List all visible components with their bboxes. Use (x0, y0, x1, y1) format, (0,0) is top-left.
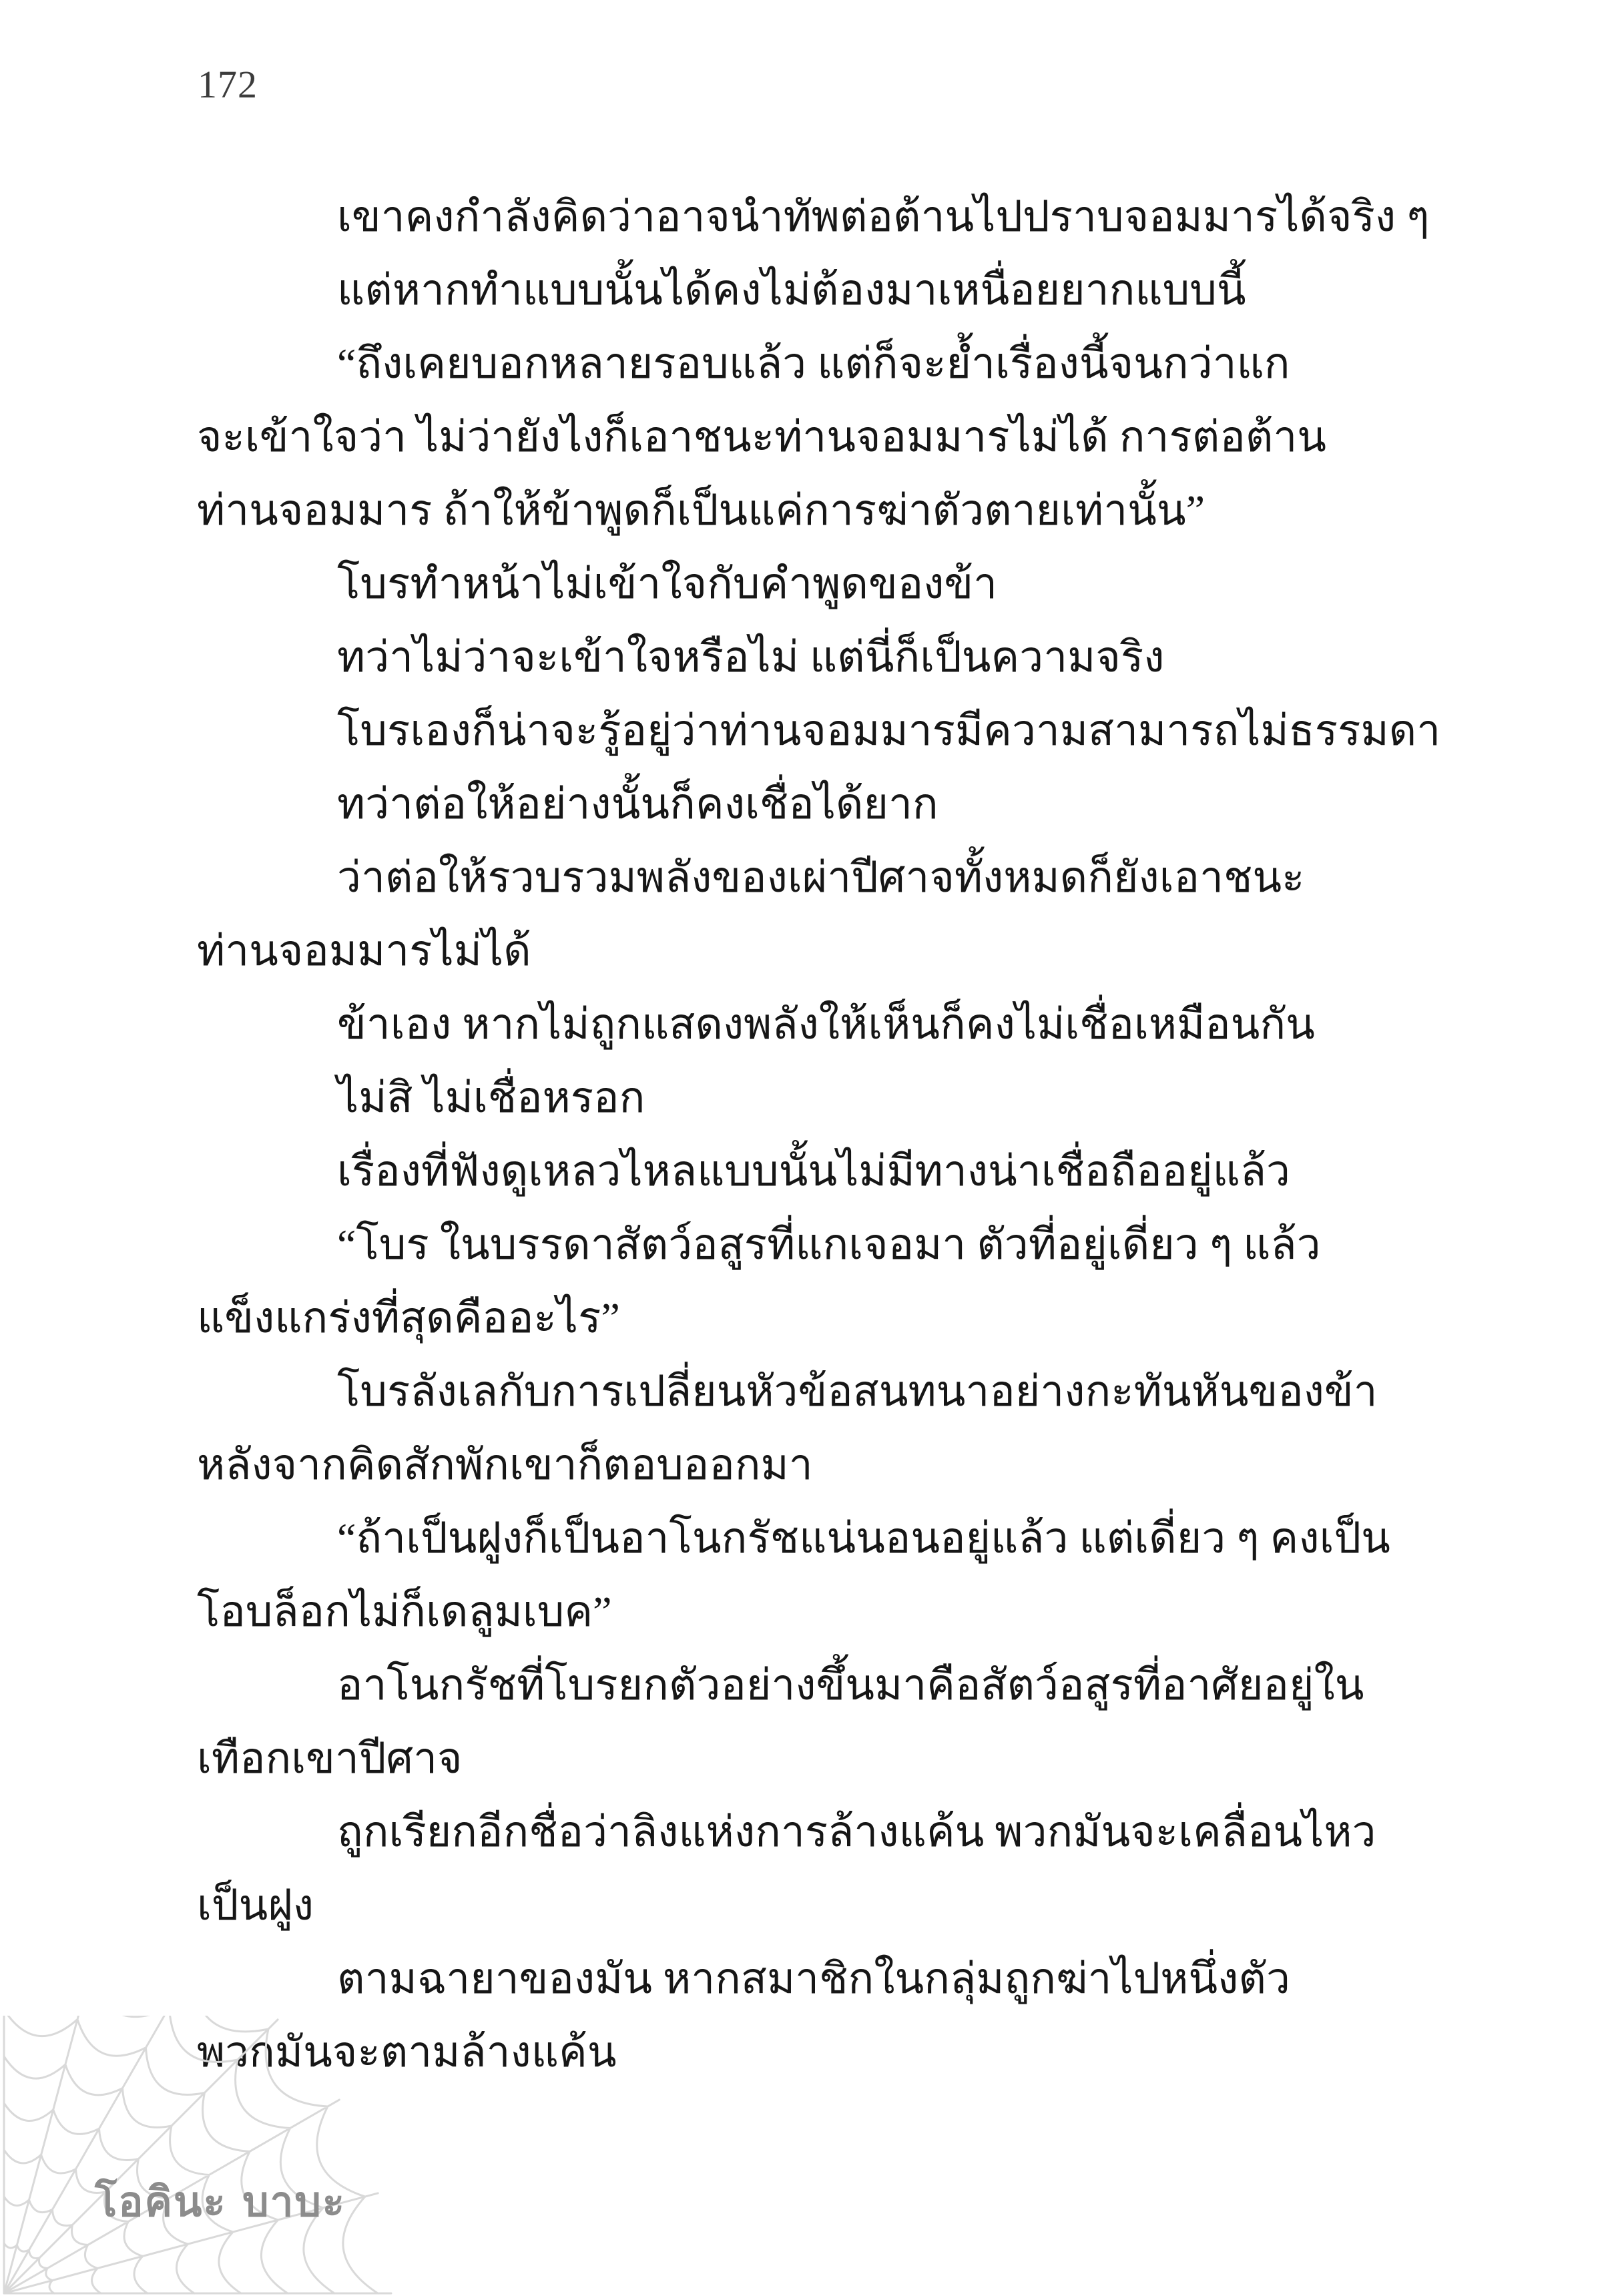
text-line: แต่หากทำแบบนั้นได้คงไม่ต้องมาเหนื่อยยากแบบนี้ (337, 266, 1246, 314)
text-line: หลังจากคิดสักพักเขาก็ตอบออกมา (197, 1441, 813, 1488)
text-line: ไม่สิ ไม่เชื่อหรอก (337, 1074, 645, 1121)
page-number: 172 (198, 63, 258, 106)
text-line: เรื่องที่ฟังดูเหลวไหลแบบนั้นไม่มีทางน่าเชื่อถืออยู่แล้ว (337, 1147, 1290, 1195)
text-line: ท่านจอมมาร ถ้าให้ข้าพูดก็เป็นแค่การฆ่าตัวตายเท่านั้น” (197, 487, 1205, 534)
text-line: ถูกเรียกอีกชื่อว่าลิงแห่งการล้างแค้น พวกมันจะเคลื่อนไหว (337, 1808, 1376, 1855)
text-line: จะเข้าใจว่า ไม่ว่ายังไงก็เอาชนะท่านจอมมารไม่ได้ การต่อต้าน (197, 413, 1326, 461)
text-line: พวกมันจะตามล้างแค้น (197, 2028, 617, 2076)
text-line: ตามฉายาของมัน หากสมาชิกในกลุ่มถูกฆ่าไปหนึ่งตัว (337, 1955, 1290, 2002)
text-line: ว่าต่อให้รวบรวมพลังของเผ่าปีศาจทั้งหมดก็ยังเอาชนะ (337, 854, 1305, 901)
text-line: เป็นฝูง (197, 1882, 314, 1929)
author-signature: โอคินะ บาบะ (95, 2177, 346, 2226)
text-line: โบรทำหน้าไม่เข้าใจกับคำพูดของข้า (337, 560, 998, 607)
text-line: โบรลังเลกับการเปลี่ยนหัวข้อสนทนาอย่างกะทันหันของข้า (337, 1368, 1378, 1415)
text-line: “โบร ในบรรดาสัตว์อสูรที่แกเจอมา ตัวที่อยู่เดี่ยว ๆ แล้ว (337, 1221, 1321, 1268)
text-line: อาโนกรัชที่โบรยกตัวอย่างขึ้นมาคือสัตว์อสูรที่อาศัยอยู่ใน (337, 1661, 1364, 1709)
text-line: แข็งแกร่งที่สุดคืออะไร” (197, 1294, 620, 1342)
text-line: “ถึงเคยบอกหลายรอบแล้ว แต่ก็จะย้ำเรื่องนี้จนกว่าแก (337, 340, 1290, 387)
body-text (197, 180, 1441, 2089)
text-line: “ถ้าเป็นฝูงก็เป็นอาโนกรัชแน่นอนอยู่แล้ว แต่เดี่ยว ๆ คงเป็น (337, 1514, 1390, 1562)
text-line: ท่านจอมมารไม่ได้ (197, 927, 531, 974)
text-line: เทือกเขาปีศาจ (197, 1735, 463, 1782)
text-line: ทว่าต่อให้อย่างนั้นก็คงเชื่อได้ยาก (337, 780, 938, 828)
text-line: ทว่าไม่ว่าจะเข้าใจหรือไม่ แต่นี่ก็เป็นความจริง (337, 633, 1165, 681)
text-line: ข้าเอง หากไม่ถูกแสดงพลังให้เห็นก็คงไม่เชื่อเหมือนกัน (337, 1000, 1315, 1048)
text-line: เขาคงกำลังคิดว่าอาจนำทัพต่อต้านไปปราบจอมมารได้จริง ๆ (337, 193, 1430, 240)
text-line: โอบล็อกไม่ก็เดลูมเบค” (197, 1588, 612, 1635)
text-line: โบรเองก็น่าจะรู้อยู่ว่าท่านจอมมารมีความสามารถไม่ธรรมดา (337, 707, 1441, 754)
